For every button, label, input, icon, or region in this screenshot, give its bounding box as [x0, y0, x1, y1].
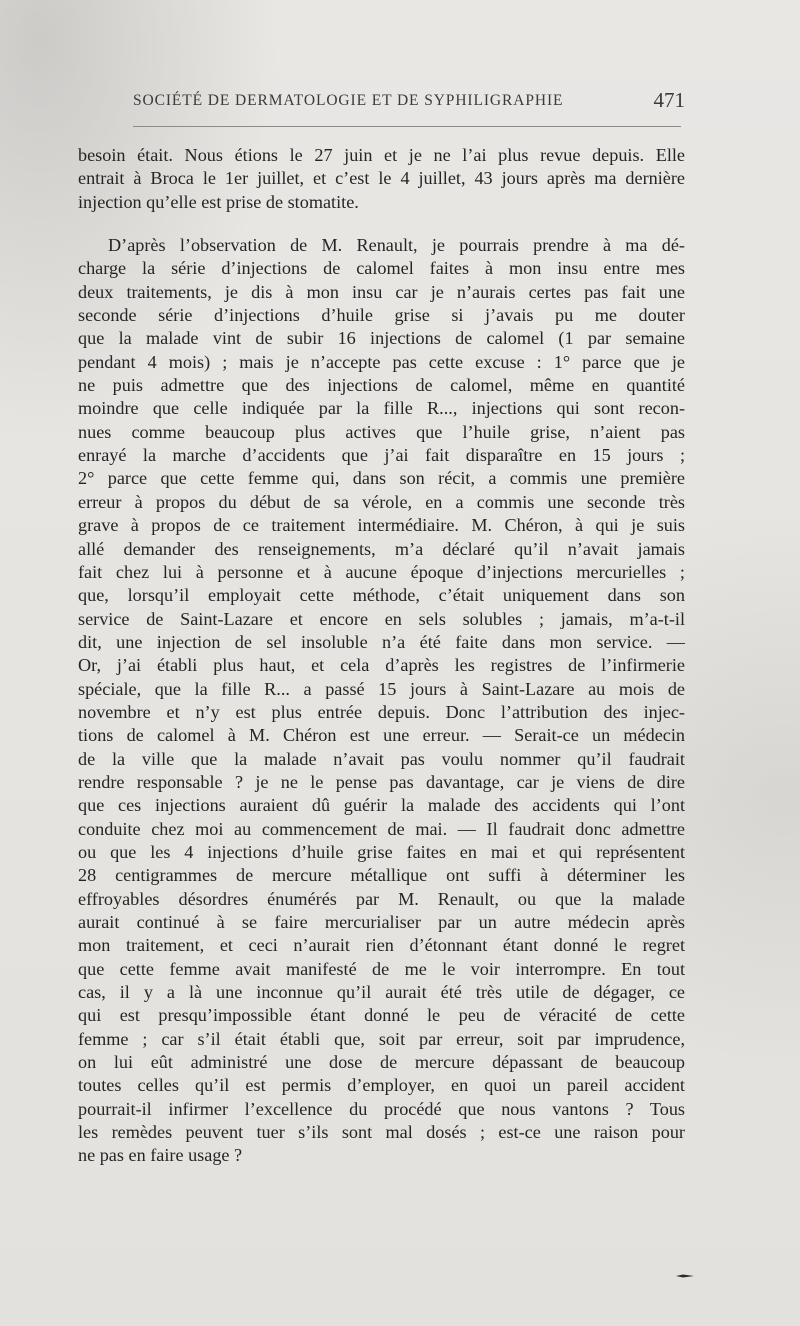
text-line: Or, j’ai établi plus haut, et cela d’après les registres de l’infirmerie [78, 655, 685, 676]
running-title: SOCIÉTÉ DE DERMATOLOGIE ET DE SYPHILIGRAPHIE [133, 92, 564, 109]
text-line: moindre que celle indiquée par la fille R..., injections qui sont recon- [78, 398, 685, 419]
text-line: rendre responsable ? je ne le pense pas davantage, car je viens de dire [78, 771, 685, 792]
text-line: grave à propos de ce traitement intermédiaire. M. Chéron, à qui je suis [78, 515, 685, 536]
text-line: 2° parce que cette femme qui, dans son récit, a commis une première [78, 468, 685, 489]
text-line: novembre et n’y est plus entrée depuis. Donc l’attribution des injec- [78, 701, 685, 722]
text-line: de la ville que la malade n’avait pas voulu nommer qu’il faudrait [78, 748, 685, 769]
paragraph-continuation [78, 144, 685, 214]
header-rule [133, 126, 681, 127]
text-line: qui est presqu’impossible étant donné le peu de véracité de cette [78, 1005, 685, 1026]
page-number: 471 [653, 88, 685, 112]
text-line: deux traitements, je dis à mon insu car je n’aurais certes pas fait une [78, 281, 685, 302]
body-text [78, 144, 685, 1168]
text-line: que cette femme avait manifesté de me le voir interrompre. En tout [78, 958, 685, 979]
running-header [133, 88, 685, 116]
text-line: cas, il y a là une inconnue qu’il aurait été très utile de dégager, ce [78, 982, 685, 1003]
text-line: tions de calomel à M. Chéron est une erreur. — Serait-ce un médecin [78, 725, 685, 746]
text-line: que la malade vint de subir 16 injections de calomel (1 par semaine [78, 328, 685, 349]
text-line: mon traitement, et ceci n’aurait rien d’étonnant étant donné le regret [78, 935, 685, 956]
text-line: que, lorsqu’il employait cette méthode, c’était uniquement dans son [78, 585, 685, 606]
text-line: nues comme beaucoup plus actives que l’huile grise, n’aient pas [78, 421, 685, 442]
text-line: femme ; car s’il était établi que, soit par erreur, soit par imprudence, [78, 1028, 685, 1049]
text-line: injection qu’elle est prise de stomatite. [78, 191, 359, 212]
text-line: pourrait-il infirmer l’excellence du procédé que nous vantons ? Tous [78, 1098, 685, 1119]
text-line: on lui eût administré une dose de mercure dépassant de beaucoup [78, 1052, 685, 1073]
paragraph-argument [78, 234, 685, 1168]
text-line: que ces injections auraient dû guérir la malade des accidents qui l’ont [78, 795, 685, 816]
text-line: besoin était. Nous étions le 27 juin et je ne l’ai plus revue depuis. Elle [78, 145, 685, 165]
text-line: spéciale, que la fille R... a passé 15 jours à Saint-Lazare au mois de [78, 678, 685, 699]
text-line: pendant 4 mois) ; mais je n’accepte pas cette excuse : 1° parce que je [78, 351, 685, 372]
text-line: conduite chez moi au commencement de mai. — Il faudrait donc admettre [78, 818, 685, 839]
text-line: 28 centigrammes de mercure métallique ont suffi à déterminer les [78, 865, 685, 886]
text-line: dit, une injection de sel insoluble n’a été faite dans mon service. — [78, 631, 685, 652]
text-line: service de Saint-Lazare et encore en sels solubles ; jamais, m’a-t-il [78, 608, 685, 629]
text-line: ne puis admettre que des injections de calomel, même en quantité [78, 375, 685, 396]
text-line: effroyables désordres énumérés par M. Renault, ou que la malade [78, 888, 685, 909]
text-line: ou que les 4 injections d’huile grise faites en mai et qui représentent [78, 841, 685, 862]
text-line: aurait continué à se faire mercurialiser par un autre médecin après [78, 912, 685, 932]
text-line: toutes celles qu’il est permis d’employer, en quoi un pareil accident [78, 1075, 685, 1096]
text-line: D’après l’observation de M. Renault, je pourrais prendre à ma dé- [108, 235, 685, 256]
text-line: enrayé la marche d’accidents que j’ai fait disparaître en 15 jours ; [78, 445, 685, 466]
tailpiece-ornament-icon [676, 1272, 694, 1280]
text-line: fait chez lui à personne et à aucune époque d’injections mercurielles ; [78, 561, 685, 582]
text-line: seconde série d’injections d’huile grise si j’avais pu me douter [78, 305, 685, 326]
text-line: ne pas en faire usage ? [78, 1145, 243, 1166]
text-line: entrait à Broca le 1er juillet, et c’est le 4 juillet, 43 jours après ma dernière [78, 168, 685, 189]
text-line: erreur à propos du début de sa vérole, en a commis une seconde très [78, 491, 685, 512]
text-line: allé demander des renseignements, m’a déclaré qu’il n’avait jamais [78, 538, 685, 559]
text-line: les remèdes peuvent tuer s’ils sont mal dosés ; est-ce une raison pour [78, 1122, 685, 1143]
text-line: charge la série d’injections de calomel faites à mon insu entre mes [78, 258, 685, 279]
